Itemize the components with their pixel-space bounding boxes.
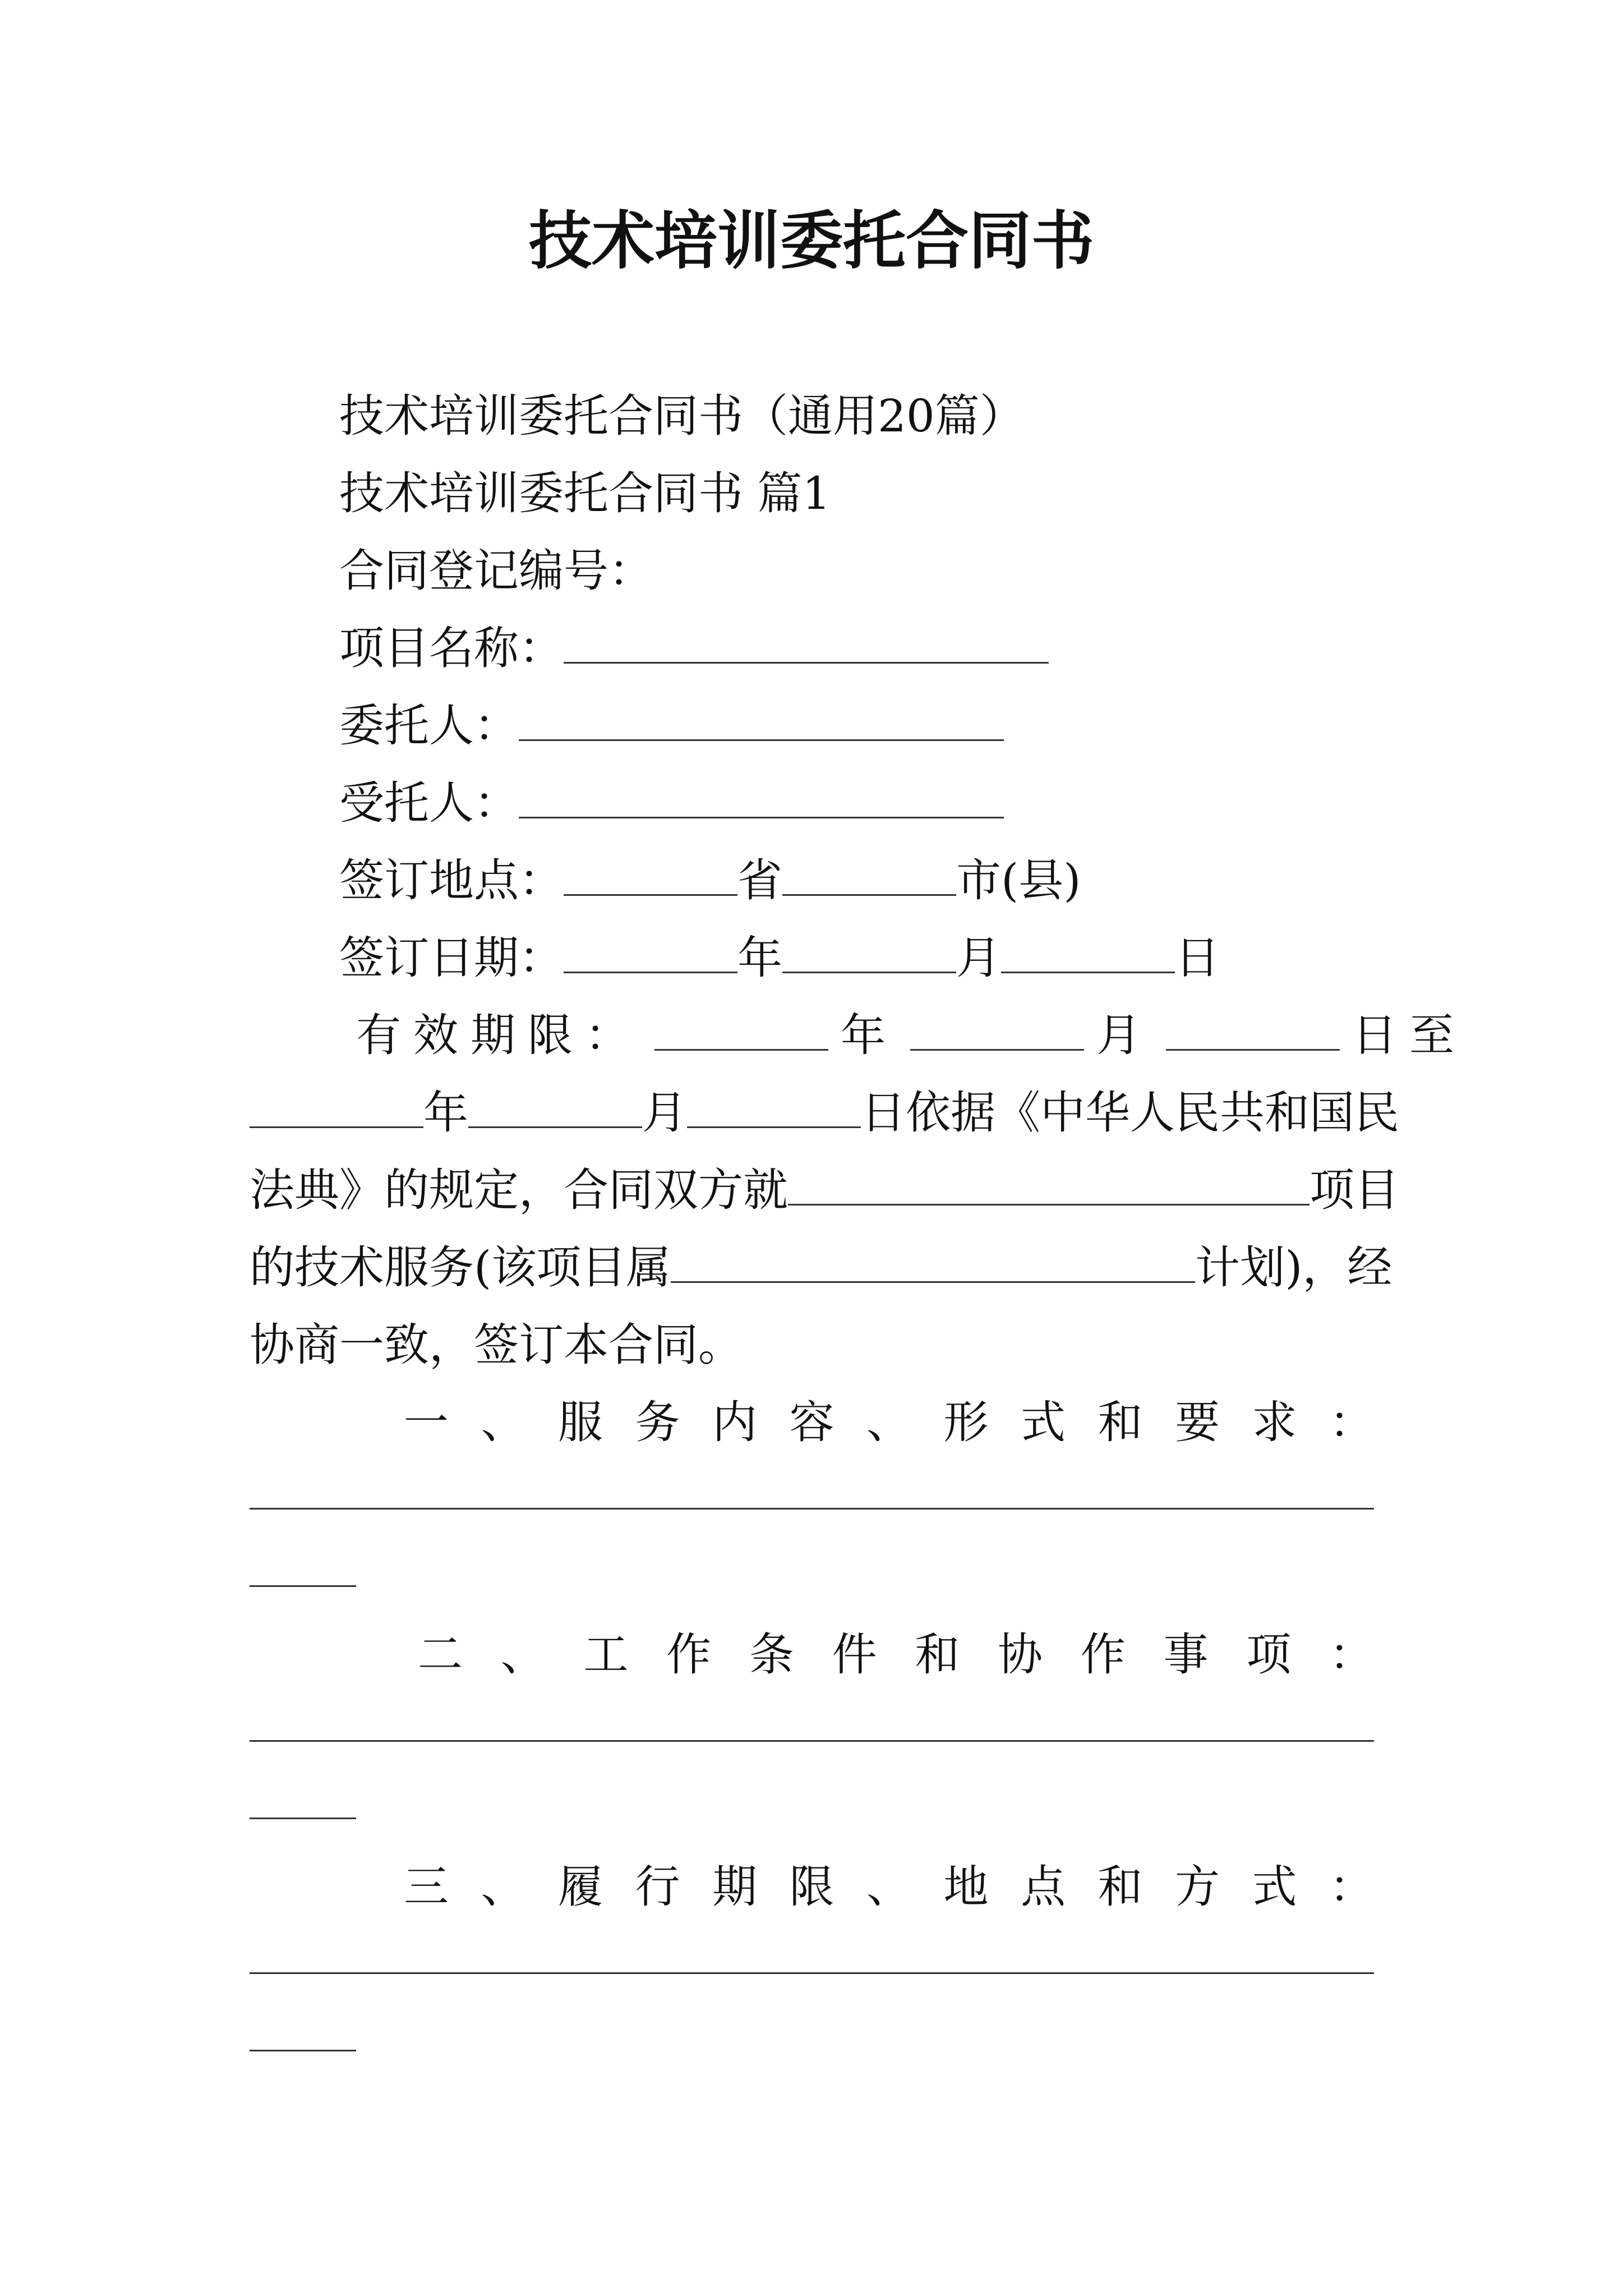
heading-char: 和 [915,1628,960,1681]
project-name-blank[interactable] [564,627,1049,664]
heading-char: 期 [712,1861,757,1913]
section-3-heading [404,1861,1374,1913]
month-text: 月 [956,932,1001,984]
heading-char: 二 [418,1628,463,1681]
legal-basis-text: 日依据《中华人民共和国民 [861,1087,1399,1139]
trustee-blank[interactable] [519,782,1004,818]
document-title: 技术培训委托合同书 [529,204,1094,278]
province-text: 省 [737,854,782,907]
section-1-fill-line[interactable] [250,1508,1374,1510]
heading-char: 和 [1098,1861,1143,1913]
agreement-sentence: 协商一致，签订本合同。 [250,1319,743,1371]
validity-continued-row [250,1087,1399,1139]
heading-char: 形 [943,1396,989,1448]
province-blank[interactable] [564,859,737,896]
plan-text: 计划)，经 [1195,1241,1393,1294]
service-row [250,1241,1393,1294]
trustee-label: 受托人： [339,777,519,829]
month-text: 月 [1096,1009,1154,1061]
document-subtitle: 技术培训委托合同书（通用20篇） [339,390,1025,442]
parties-text: 法典》的规定，合同双方就 [250,1164,788,1216]
heading-char: 容 [789,1396,834,1448]
heading-char: 事 [1163,1628,1209,1681]
valid-from-month-blank[interactable] [910,1014,1084,1051]
heading-char: 务 [635,1396,680,1448]
project-blank[interactable] [788,1169,1310,1205]
sign-day-blank[interactable] [1001,937,1175,973]
heading-char: 、 [500,1628,546,1681]
signing-place-label: 签订地点： [339,854,564,907]
heading-char: 和 [1098,1396,1143,1448]
heading-char: ： [1329,1861,1374,1913]
validity-label: 有效期限： [356,1009,642,1061]
section-3-fill-line[interactable] [250,1972,1374,1974]
heading-char: 式 [1021,1396,1066,1448]
heading-char: 、 [866,1396,911,1448]
city-text: 市(县) [956,854,1081,907]
piece-heading: 技术培训委托合同书 篇1 [339,467,831,519]
heading-char: 、 [866,1861,911,1913]
signing-date-label: 签订日期： [339,932,564,984]
heading-char: 限 [789,1861,834,1913]
service-text: 的技术服务(该项目属 [250,1241,671,1294]
heading-char: 协 [998,1628,1043,1681]
section-2-fill-line[interactable] [250,1740,1374,1742]
heading-char: 地 [943,1861,989,1913]
heading-char: 方 [1175,1861,1220,1913]
heading-char: 工 [583,1628,629,1681]
plan-blank[interactable] [671,1246,1195,1283]
heading-char: 点 [1021,1861,1066,1913]
heading-char: 作 [1080,1628,1126,1681]
year-text: 年 [841,1009,898,1061]
valid-to-year-blank[interactable] [250,1092,423,1128]
valid-to-month-blank[interactable] [468,1092,642,1128]
heading-char: 、 [481,1861,526,1913]
valid-to-day-blank[interactable] [687,1092,861,1128]
heading-char: 行 [635,1861,680,1913]
day-text: 日 [1175,932,1220,984]
client-row [339,700,1004,752]
client-blank[interactable] [519,705,1004,741]
heading-char: 、 [481,1396,526,1448]
parties-row [250,1164,1399,1216]
heading-char: 服 [558,1396,603,1448]
validity-row [356,1009,1467,1061]
signing-place-row [339,854,1081,907]
section-2-fill-line-end[interactable] [250,1818,356,1819]
heading-char: 三 [404,1861,449,1913]
signing-date-row [339,932,1220,984]
heading-char: 求 [1252,1396,1297,1448]
project-text: 项目 [1310,1164,1399,1216]
valid-from-year-blank[interactable] [654,1014,828,1051]
month-text: 月 [642,1087,687,1139]
registration-number-label: 合同登记编号： [339,545,653,597]
heading-char: 要 [1175,1396,1220,1448]
heading-char: 件 [832,1628,877,1681]
heading-char: 履 [558,1861,603,1913]
client-label: 委托人： [339,700,519,752]
heading-char: ： [1329,1396,1374,1448]
year-text: 年 [737,932,782,984]
day-to-text: 日至 [1352,1009,1467,1061]
heading-char: 式 [1252,1861,1297,1913]
heading-char: 项 [1246,1628,1292,1681]
section-3-fill-line-end[interactable] [250,2050,356,2051]
section-1-fill-line-end[interactable] [250,1585,356,1587]
valid-from-day-blank[interactable] [1166,1014,1340,1051]
heading-char: 条 [749,1628,794,1681]
sign-year-blank[interactable] [564,937,737,973]
project-name-label: 项目名称： [339,622,564,674]
heading-char: ： [1329,1628,1374,1681]
city-blank[interactable] [782,859,956,896]
section-1-heading [404,1396,1374,1448]
project-name-row [339,622,1049,674]
heading-char: 一 [404,1396,449,1448]
heading-char: 内 [712,1396,757,1448]
year-text: 年 [423,1087,468,1139]
trustee-row [339,777,1004,829]
heading-char: 作 [666,1628,712,1681]
section-2-heading [418,1628,1374,1681]
sign-month-blank[interactable] [782,937,956,973]
